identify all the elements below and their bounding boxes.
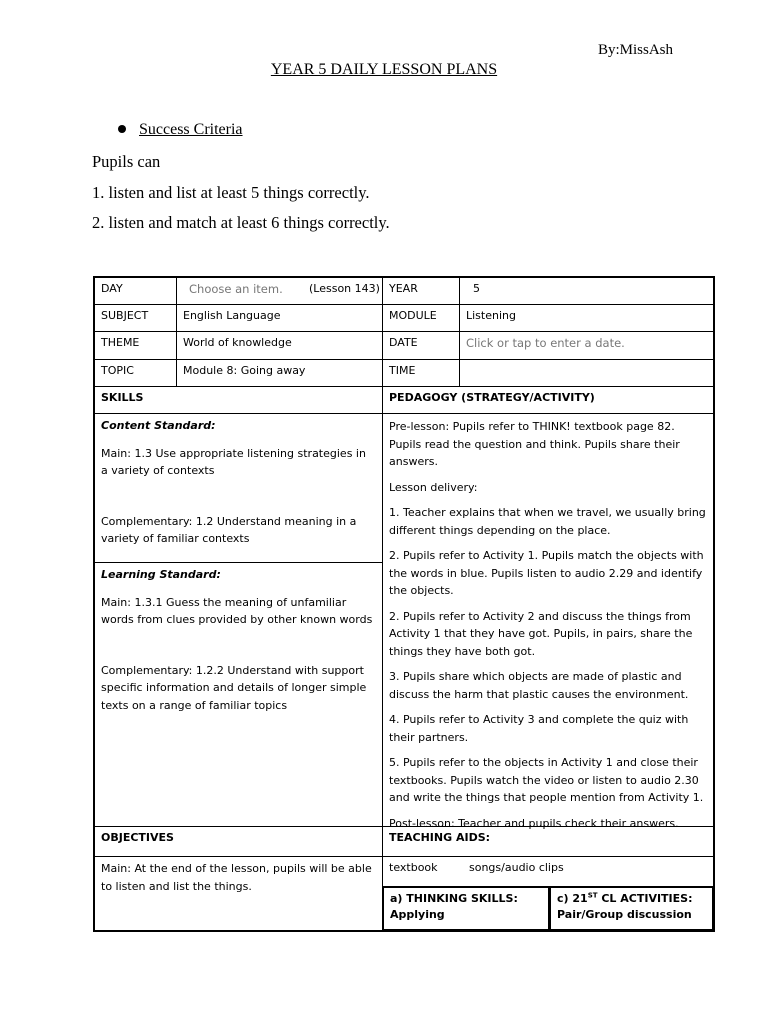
criteria-item: 1. listen and list at least 5 things correctly. xyxy=(92,183,370,202)
objectives-label: OBJECTIVES xyxy=(101,831,174,844)
cl-activities-label xyxy=(557,891,706,907)
theme-label: THEME xyxy=(101,336,140,349)
module-value-cell xyxy=(459,304,714,332)
cl-label-sup: ST xyxy=(587,891,598,900)
year-value-cell xyxy=(459,277,714,305)
learning-standard-main: Main: 1.3.1 Guess the meaning of unfamiliar words from clues provided by other known words xyxy=(101,595,373,626)
content-standard-main: Main: 1.3 Use appropriate listening strategies in a variety of contexts xyxy=(101,446,366,477)
date-value-cell[interactable] xyxy=(459,331,714,360)
pedagogy-label: PEDAGOGY (STRATEGY/ACTIVITY) xyxy=(389,391,595,404)
objectives-main: Main: At the end of the lesson, pupils will be able to listen and list the things. xyxy=(101,862,372,893)
theme-value: World of knowledge xyxy=(183,336,292,349)
pedagogy-step: 2. Pupils refer to Activity 1. Pupils match the objects with the words in blue. Pupils listen to audio 2.29 and identify the objects. xyxy=(389,549,704,597)
topic-label: TOPIC xyxy=(101,364,134,377)
day-value-cell[interactable] xyxy=(176,277,383,305)
pedagogy-step: 3. Pupils share which objects are made of plastic and discuss the harm that plastic causes the environment. xyxy=(389,670,689,701)
theme-value-cell xyxy=(176,331,383,360)
cl-activities-value: Pair/Group discussion xyxy=(557,908,692,921)
cl-label-prefix: c) 21 xyxy=(557,892,588,905)
year-label: YEAR xyxy=(389,282,418,295)
pedagogy-cell xyxy=(382,413,714,830)
module-label-cell xyxy=(382,304,460,332)
day-label: DAY xyxy=(101,282,123,295)
page-title-text: YEAR 5 DAILY LESSON PLANS xyxy=(270,61,498,78)
module-label: MODULE xyxy=(389,309,437,322)
teaching-aids-header xyxy=(382,826,714,857)
lesson-number: (Lesson 143) xyxy=(309,282,380,295)
topic-value-cell xyxy=(176,359,383,387)
topic-label-cell xyxy=(94,359,177,387)
content-standard-complementary: Complementary: 1.2 Understand meaning in a variety of familiar contexts xyxy=(101,514,357,545)
subject-label-cell xyxy=(94,304,177,332)
date-label-cell xyxy=(382,331,460,360)
criteria-item: 2. listen and match at least 6 things correctly. xyxy=(92,213,390,232)
objectives-cell xyxy=(94,856,383,931)
thinking-skills-label: a) THINKING SKILLS: xyxy=(390,892,518,905)
subject-label: SUBJECT xyxy=(101,309,149,322)
year-label-cell xyxy=(382,277,460,305)
pedagogy-step: 5. Pupils refer to the objects in Activity 1 and close their textbooks. Pupils watch the video or listen to audio 2.30 and write the things that people mention from Activity 1. xyxy=(389,756,704,804)
pedagogy-step: 1. Teacher explains that when we travel, we usually bring different things depending on the place. xyxy=(389,506,706,537)
date-picker[interactable]: Click or tap to enter a date. xyxy=(466,336,625,350)
teaching-aid-item: textbook xyxy=(389,861,438,874)
criteria-intro: Pupils can xyxy=(92,152,161,171)
module-value: Listening xyxy=(466,309,516,322)
thinking-skills-cell xyxy=(382,886,550,931)
date-label: DATE xyxy=(389,336,418,349)
teaching-aid-item: songs/audio clips xyxy=(469,861,564,874)
thinking-skills-value: Applying xyxy=(390,908,445,921)
subject-value: English Language xyxy=(183,309,281,322)
time-label: TIME xyxy=(389,364,416,377)
content-standard-cell xyxy=(94,413,383,563)
learning-standard-heading: Learning Standard: xyxy=(101,568,221,581)
theme-label-cell xyxy=(94,331,177,360)
page-title xyxy=(0,61,768,79)
time-label-cell xyxy=(382,359,460,387)
content-standard-heading: Content Standard: xyxy=(101,419,216,432)
pedagogy-step: Post-lesson: Teacher and pupils check their answers. xyxy=(389,816,679,830)
pedagogy-step: 4. Pupils refer to Activity 3 and complete the quiz with their partners. xyxy=(389,713,689,744)
success-criteria-heading: Success Criteria xyxy=(139,121,243,138)
learning-standard-cell xyxy=(94,562,383,827)
skills-header xyxy=(94,386,383,414)
author-credit: By:MissAsh xyxy=(598,42,674,58)
subject-value-cell xyxy=(176,304,383,332)
topic-value: Module 8: Going away xyxy=(183,364,306,377)
pedagogy-step: Pre-lesson: Pupils refer to THINK! textbook page 82. Pupils read the question and think. Pupils share their answers. xyxy=(389,420,680,468)
year-value: 5 xyxy=(473,282,480,295)
objectives-header xyxy=(94,826,383,857)
time-value-cell xyxy=(459,359,714,387)
day-dropdown[interactable]: Choose an item. xyxy=(189,282,283,296)
learning-standard-complementary: Complementary: 1.2.2 Understand with support specific information and details of longer simple texts on a range of familiar topics xyxy=(101,663,367,712)
cl-activities-cell xyxy=(549,886,714,931)
cl-label-suffix: CL ACTIVITIES: xyxy=(597,892,693,905)
teaching-aids-label: TEACHING AIDS: xyxy=(389,831,491,844)
teaching-aids-cell xyxy=(382,856,714,887)
bullet-icon xyxy=(118,125,126,133)
day-label-cell xyxy=(94,277,177,305)
skills-label: SKILLS xyxy=(101,391,144,404)
pedagogy-step: 2. Pupils refer to Activity 2 and discuss the things from Activity 1 that they have got. Pupils, in pairs, share the things they have both got. xyxy=(389,609,693,658)
pedagogy-step: Lesson delivery: xyxy=(389,480,478,494)
pedagogy-header xyxy=(382,386,714,414)
